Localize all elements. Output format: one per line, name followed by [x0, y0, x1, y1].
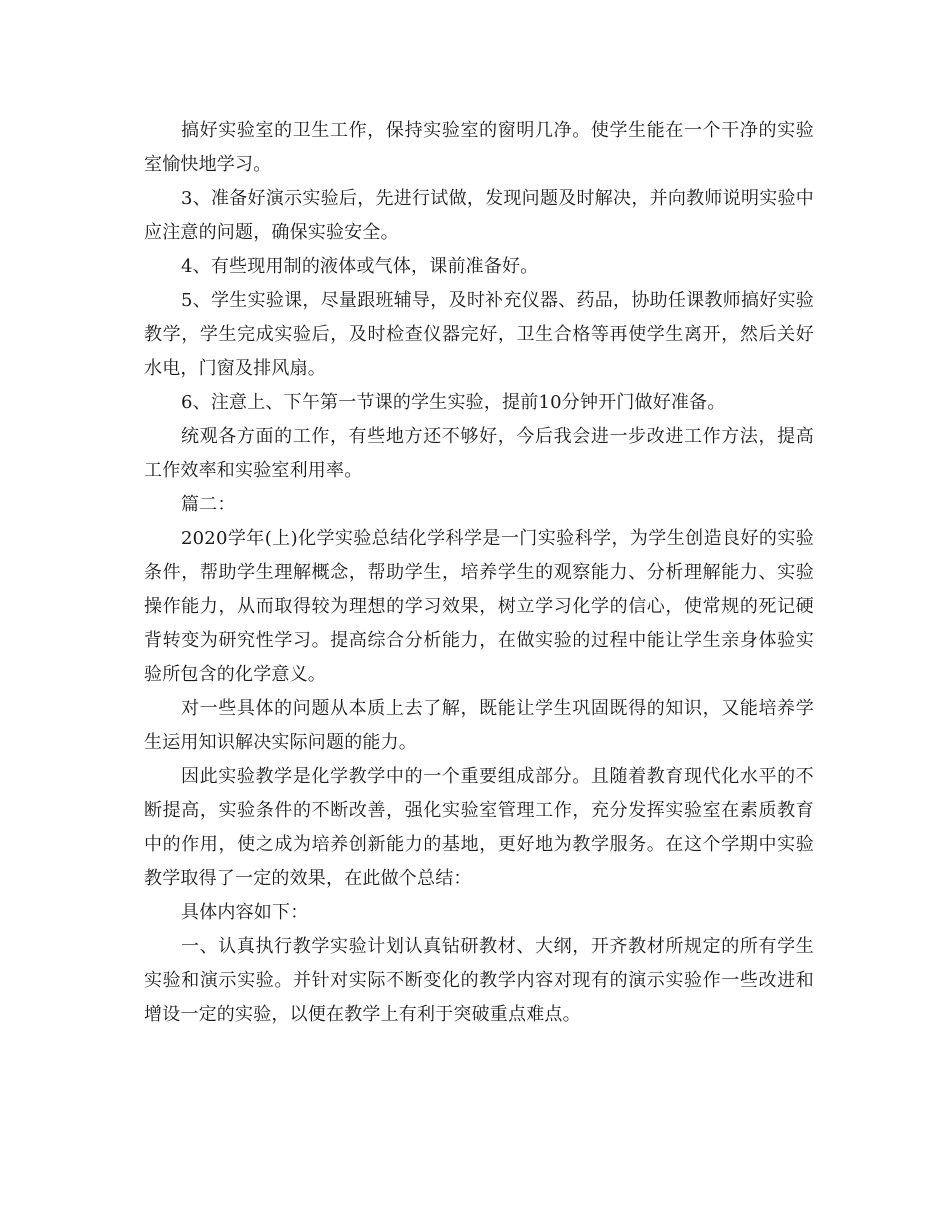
paragraph-importance: 因此实验教学是化学教学中的一个重要组成部分。且随着教育现代化水平的不断提高，实验条件的不断改善，强化实验室管理工作，充分发挥实验室在素质教育中的作用，使之成为培养创新能力的基地，更好地为教学服务。在这个学期中实验教学取得了一定的效果，在此做个总结： — [144, 766, 814, 889]
paragraph-hygiene: 搞好实验室的卫生工作，保持实验室的窗明几净。使学生能在一个干净的实验室愉快地学习。 — [144, 120, 814, 175]
paragraph-point-one: 一、认真执行教学实验计划认真钻研教材、大纲，开齐教材所规定的所有学生实验和演示实验。并针对实际不断变化的教学内容对现有的演示实验作一些改进和增设一定的实验，以便在教学上有利于突破重点难点。 — [144, 936, 814, 1025]
paragraph-item-6: 6、注意上、下午第一节课的学生实验，提前10分钟开门做好准备。 — [181, 392, 726, 413]
paragraph-item-4: 4、有些现用制的液体或气体，课前准备好。 — [181, 256, 539, 277]
paragraph-item-5: 5、学生实验课，尽量跟班辅导，及时补充仪器、药品，协助任课教师搞好实验教学，学生完成实验后，及时检查仪器完好，卫生合格等再使学生离开，然后关好水电，门窗及排风扇。 — [144, 290, 814, 379]
section-heading-part-two: 篇二： — [181, 494, 236, 515]
document-body — [144, 114, 814, 1032]
paragraph-content-heading: 具体内容如下： — [181, 902, 309, 923]
paragraph-summary-intro: 2020学年(上)化学实验总结化学科学是一门实验科学，为学生创造良好的实验条件，帮助学生理解概念，帮助学生，培养学生的观察能力、分析理解能力、实验操作能力，从而取得较为理想的学习效果，树立学习化学的信心，使常规的死记硬背转变为研究性学习。提高综合分析能力，在做实验的过程中能让学生亲身体验实验所包含的化学意义。 — [144, 528, 814, 685]
paragraph-conclusion: 统观各方面的工作，有些地方还不够好，今后我会进一步改进工作方法，提高工作效率和实验室利用率。 — [144, 426, 814, 481]
paragraph-item-3: 3、准备好演示实验后，先进行试做，发现问题及时解决，并向教师说明实验中应注意的问题，确保实验安全。 — [144, 188, 814, 243]
paragraph-essence: 对一些具体的问题从本质上去了解，既能让学生巩固既得的知识，又能培养学生运用知识解决实际问题的能力。 — [144, 698, 814, 753]
